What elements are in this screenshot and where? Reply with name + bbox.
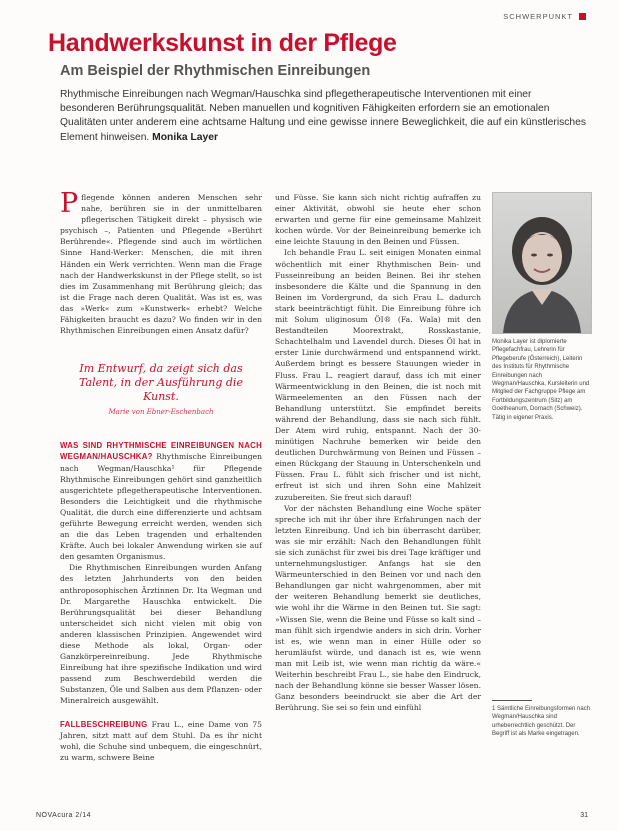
footnote-divider	[492, 700, 532, 701]
text-column-1	[60, 188, 262, 763]
text-column-2	[275, 192, 481, 713]
footer-page-number: 31	[580, 812, 588, 819]
section-heading: FALLBESCHREIBUNG	[60, 719, 148, 729]
author-photo	[492, 192, 592, 334]
footnote-text: Sämtliche Einreibungsformen nach Wegman/Hauschka sind urheberrechtlich geschützt. Der Begriff ist als Marke eingetragen.	[492, 706, 591, 738]
footnote-mark: 1	[492, 706, 496, 712]
footnote	[492, 705, 592, 739]
section-marker-icon	[579, 13, 586, 20]
pull-quote-source: Marie von Ebner-Eschenbach	[108, 408, 214, 417]
portrait-image	[493, 193, 591, 333]
paragraph: Ich behandle Frau L. seit einigen Monaten einmal wöchentlich mit einer Rhythmischen Bein- und Fusseinreibung an beiden Beinen. Bei ihr stehen insbesondere die Kälte und die Spannung in den Beinen im Vordergrund, da sich Frau L. dadurch stark beeinträchtigt fühlt. Die Einreibung führe ich mit Solum uliginosum ÖI® (Fa. Wala) mit den Bestandteilen Moorextrakt, Rosskastanie, Schachtelhalm und Lavendel durch. Dieses Öl hat in erster Linie durchwärmend und entspannend wirkt. Außerdem bringt es bessere Stauungen wieder in Fluss. Frau L. reagiert darauf, dass ich mit einer Wärmeentwicklung in den Beinen, die ist noch mit Wärmeelementen an den Füssen nach der Behandlung unterstützt. Sie empfindet bereits während der Behandlung, dass sie nach sich fühlt. Der Atem wird ruhig, entspannt. Nach der 30-minütigen Nachruhe bemerken wir beide den deutlichen Durchwärmung von Beinen und Füssen – einen Rückgang der Stauung in Unterschenkeln und Füssen. Frau L. fühlt sich frischer und ist nicht, erfreut ist sich und ihren Sohn eine Mahlzeit zuzubereiten. Sie freut sich darauf!	[275, 248, 481, 502]
section-heading: WAS SIND RHYTHMISCHE EINREIBUNGEN NACH WEGMAN/HAUSCHKA?	[60, 441, 262, 462]
footer-magazine: NOVAcura 2/14	[36, 812, 92, 819]
article-intro	[60, 88, 588, 145]
pull-quote-text: Im Entwurf, da zeigt sich das Talent, in der Ausführung die Kunst.	[79, 362, 243, 404]
article-subtitle: Am Beispiel der Rhythmischen Einreibungen	[60, 63, 371, 79]
section-label: SCHWERPUNKT	[503, 12, 586, 21]
photo-caption: Monika Layer ist diplomierte Pflegefachfrau, Lehrerin für Pflegeberufe (Österreich), Leiterin des Instituts für Rhythmische Einreibungen nach Wegman/Hauschka, Kursleiterin und Mitglied der Fachgruppe Pflege am Fortbildungszentrum (Sitz) am Goetheanum, Dornach (Schweiz). Tätig in eigener Praxis.	[492, 339, 590, 421]
paragraph: Vor der nächsten Behandlung eine Woche später spreche ich mit ihr über ihre Erfahrungen nach der letzten Einreibung. Und ich bin überrascht darüber, was sie mir erzählt: Nach den Behandlungen fühlt sie sich zunächst für zwei bis drei Tage kräftiger und unternehmungslustiger. Anfangs hat sie den Wärmeunterschied in den Beinen vor und nach den Behandlungen gar nicht wahrgenommen, aber mit der weiteren Behandlung bemerkt sie deutliches, wie wohl ihr die Wärme in den Beinen tut. Sie sagt: »Wissen Sie, wenn die Beine und Füsse so kalt sind – man fühlt sich irgendwie anders in sich drin. Vorher ist es, wie wenn man in einer Hülle oder so herumläufst würde, und danach ist es, wie wenn man mit Leib ist, wie wenn man richtig da wäre.« Weiterhin beschreibt Frau L., sie habe den Eindruck, nach der Behandlung könne sie besser Wasser lösen. Ganz besonders beeindruckt sie aber die Art der Berührung. Sie sei so fein und einfühl	[275, 503, 481, 713]
paragraph: Die Rhythmischen Einreibungen wurden Anfang des letzten Jahrhunderts von den beiden anthroposophischen Ärztinnen Dr. Ita Wegman und Dr. Margarethe Hauschka entwickelt. Die Berührungsqualität bei dieser Behandlung unterscheidet sich nicht vielen mit obig von anderen klassischen Prinzipien. Angewendet wird diese Methode als lokal, Organ- oder Ganzkörpereinreibung. Jede Rhythmische Einreibung hat ihre spezifische Indikation und wird passend zum Beschwerdebild werden die Substanzen, Öle und Salben aus dem Pflanzen- oder Mineralreich ausgewählt.	[60, 563, 262, 706]
intro-text: Rhythmische Einreibungen nach Wegman/Hauschka sind pflegetherapeutische Interventionen mit einer besonderen Berührungsqualität. Neben manuellen und kognitiven Fähigkeiten erfordern sie an emotionalen Qualitäten unter anderem eine achtsame Haltung und eine gewisse innere Beweglichkeit, die auf ein künstlerisches Element hinweisen.	[60, 89, 587, 143]
author-name: Monika Layer	[152, 131, 218, 143]
pull-quote	[60, 362, 262, 418]
drop-cap: P	[60, 188, 79, 219]
paragraph: Pflegende können anderen Menschen sehr nahe, berühren sie in der unmittelbaren pflegerischen Tätigkeit direkt – physisch wie psychisch –, Patienten und Pflegende »Berührt Berührende«. Pflegende sind auch im wörtlichen Sinne Hand-Werker: Menschen, die mit ihren Händen ein Werk verrichten. Wenn man die Frage nach der Handwerkskunst in der Pflege stellt, so ist dies im Zusammenhang mit Berührung gleich; das ist die Frage nach deren Qualität. Was ist es, was das »Werk« zum »Kunstwerk« erhebt? Welche Fähigkeiten braucht es dazu? Wo finden wir in den Rhythmischen Einreibungen einen Ansatz dafür?	[60, 188, 262, 336]
paragraph: und Füsse. Sie kann sich nicht richtig aufraffen zu einer Aktivität, obwohl sie heute eher schon erwarten und gerne für eine gemeinsame Mahlzeit kochen würde. Vor der Beineinreibung bemerke ich eine leichte Stauung in den Beinen und Füssen.	[275, 193, 481, 247]
paragraph: FALLBESCHREIBUNG Frau L., eine Dame von 75 Jahren, sitzt matt auf dem Stuhl. Da es ihr nicht wohl, die Schuhe sind unbequem, die eingeschnürt, zu warm, schwere Beine	[60, 719, 262, 762]
article-title: Handwerkskunst in der Pflege	[48, 29, 397, 57]
paragraph: WAS SIND RHYTHMISCHE EINREIBUNGEN NACH WEGMAN/HAUSCHKA? Rhythmische Einreibungen nach Wegman/Hauschka¹ für Pflegende Rhythmische Einreibungen gehört sind ganzheitlich ausgerichtete pflegetherapeutische Interventionen. Besonders die Leichtigkeit und die rhythmische Qualität, die durch eine differenzierte und achtsam geführte Bewegung erreicht werden, wenden sich an die das Leben tragenden und erhaltenden Kräfte. Auch bei lokaler Anwendung wirken sie auf den gesamten Organismus.	[60, 441, 262, 562]
